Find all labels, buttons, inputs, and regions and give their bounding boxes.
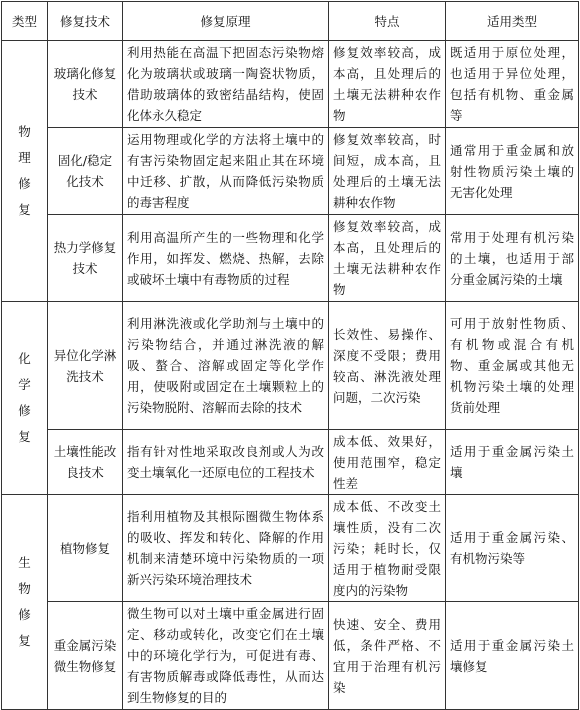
principle-cell: 利用热能在高温下把固态污染物熔化为玻璃状或玻璃一陶瓷状物质，借助玻璃体的致密结晶结构，使固化体永久稳定: [123, 41, 329, 128]
principle-cell: 利用淋洗液或化学助剂与土壤中的污染物结合，并通过淋洗液的解吸、螯合、溶解或固定等化学作用，使吸附或固定在土壤颗粒上的污染物脱附、溶解而去除的技术: [123, 302, 329, 430]
remediation-table: [1, 1, 579, 710]
category-chemical: 化 学 修 复: [2, 302, 48, 495]
technique-cell: 玻璃化修复技术: [48, 41, 123, 128]
features-cell: 快速、安全、费用低，条件严格、不宜用于治理有机污染: [329, 602, 446, 710]
technique-cell: 异位化学淋洗技术: [48, 302, 123, 430]
features-cell: 修复效率较高，成本高，且处理后的土壤无法耕种农作物: [329, 215, 446, 302]
table-row: [2, 215, 579, 302]
table-row: [2, 495, 579, 602]
applicable-cell: 适用于重金属污染土壤修复: [446, 602, 579, 710]
features-cell: 修复效率较高，时间短，成本高，且处理后的土壤无法耕种农作物: [329, 128, 446, 215]
applicable-cell: 适用于重金属污染土壤: [446, 430, 579, 495]
technique-cell: 固化/稳定化技术: [48, 128, 123, 215]
header-applicable: 适用类型: [446, 2, 579, 41]
applicable-cell: 可用于放射性物质、有机物或混合有机物、重金属或其他无机物污染土壤的处理货前处理: [446, 302, 579, 430]
table-row: [2, 41, 579, 128]
features-cell: 长效性、易操作、深度不受限；费用较高、淋洗液处理问题，二次污染: [329, 302, 446, 430]
table-row: [2, 302, 579, 430]
applicable-cell: 适用于重金属污染、有机物污染等: [446, 495, 579, 602]
header-row: [2, 2, 579, 41]
principle-cell: 指利用植物及其根际圈微生物体系的吸收、挥发和转化、降解的作用机制来清楚环境中污染物质的一项新兴污染环境治理技术: [123, 495, 329, 602]
technique-cell: 重金属污染微生物修复: [48, 602, 123, 710]
header-technique: 修复技术: [48, 2, 123, 41]
applicable-cell: 通常用于重金属和放射性物质污染土壤的无害化处理: [446, 128, 579, 215]
features-cell: 修复效率较高，成本高，且处理后的土壤无法耕种农作物: [329, 41, 446, 128]
category-biological: 生 物 修 复: [2, 495, 48, 710]
principle-cell: 指有针对性地采取改良剂或人为改变土壤氧化一还原电位的工程技术: [123, 430, 329, 495]
table-row: [2, 602, 579, 710]
features-cell: 成本低、效果好，使用范围窄，稳定性差: [329, 430, 446, 495]
applicable-cell: 常用于处理有机污染的土壤，也适用于部分重金属污染的土壤: [446, 215, 579, 302]
header-principle: 修复原理: [123, 2, 329, 41]
principle-cell: 利用高温所产生的一些物理和化学作用，如挥发、燃烧、热解，去除或破坏土壤中有毒物质的过程: [123, 215, 329, 302]
principle-cell: 运用物理或化学的方法将土壤中的有害污染物固定起来阻止其在环境中迁移、扩散，从而降低污染物质的毒害程度: [123, 128, 329, 215]
table-row: [2, 430, 579, 495]
technique-cell: 土壤性能改良技术: [48, 430, 123, 495]
header-features: 特点: [329, 2, 446, 41]
header-type: 类型: [2, 2, 48, 41]
applicable-cell: 既适用于原位处理，也适用于异位处理，包括有机物、重金属等: [446, 41, 579, 128]
technique-cell: 植物修复: [48, 495, 123, 602]
technique-cell: 热力学修复技术: [48, 215, 123, 302]
table-row: [2, 128, 579, 215]
principle-cell: 微生物可以对土壤中重金属进行固定、移动或转化，改变它们在土壤中的环境化学行为，可促进有毒、有害物质解毒或降低毒性，从而达到生物修复的目的: [123, 602, 329, 710]
features-cell: 成本低、不改变土壤性质，没有二次污染；耗时长，仅适用于植物耐受限度内的污染物: [329, 495, 446, 602]
category-physical: 物 理 修 复: [2, 41, 48, 302]
